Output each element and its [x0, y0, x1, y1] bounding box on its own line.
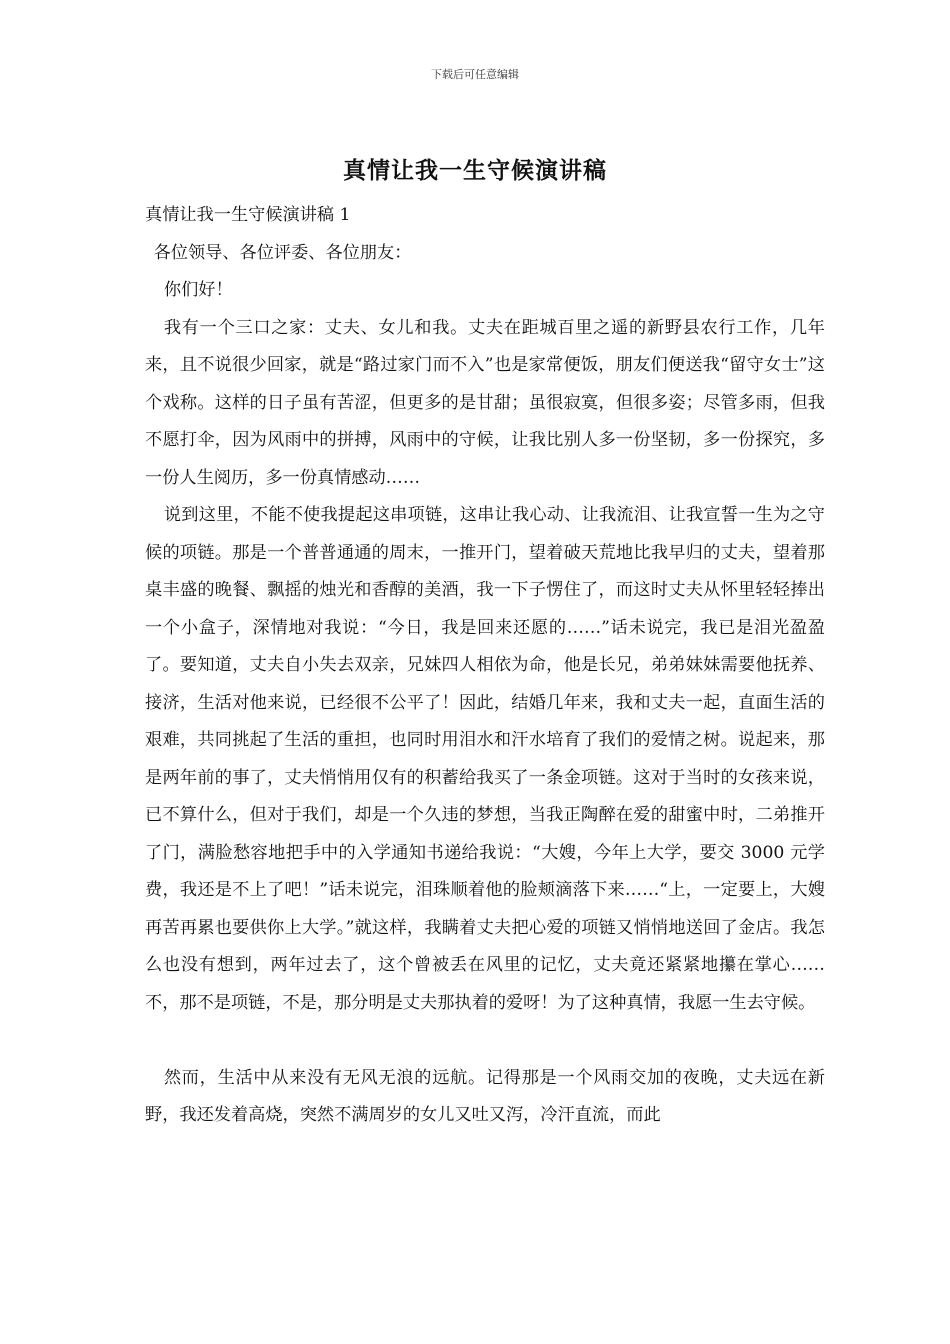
paragraph-gap: [145, 1022, 825, 1060]
paragraph: 说到这里，不能不使我提起这串项链，这串让我心动、让我流泪、让我宣誓一生为之守候的项链。那是一个普普通通的周末，一推开门，望着破天荒地比我早归的丈夫，望着那桌丰盛的晚餐、飘摇的烛光和香醇的美酒，我一下子愣住了，而这时丈夫从怀里轻轻捧出一个小盒子，深情地对我说：“今日，我是回来还愿的……”话未说完，我已是泪光盈盈了。要知道，丈夫自小失去双亲，兄妹四人相依为命，他是长兄，弟弟妹妹需要他抚养、接济，生活对他来说，已经很不公平了！因此，结婚几年来，我和丈夫一起，直面生活的艰难，共同挑起了生活的重担，也同时用泪水和汗水培育了我们的爱情之树。说起来，那是两年前的事了，丈夫悄悄用仅有的积蓄给我买了一条金项链。这对于当时的女孩来说，已不算什么，但对于我们，却是一个久违的梦想，当我正陶醉在爱的甜蜜中时，二弟推开了门，满脸愁容地把手中的入学通知书递给我说：“大嫂，今年上大学，要交 3000 元学费，我还是不上了吧！”话未说完，泪珠顺着他的脸颊滴落下来……“上，一定要上，大嫂再苦再累也要供你上大学。”就这样，我瞒着丈夫把心爱的项链又悄悄地送回了金店。我怎么也没有想到，两年过去了，这个曾被丢在风里的记忆，丈夫竟还紧紧地攥在掌心……不，那不是项链，不是，那分明是丈夫那执着的爱呀！为了这种真情，我愿一生去守候。: [145, 505, 825, 1013]
salutation: 各位领导、各位评委、各位朋友：: [153, 242, 412, 263]
document-subtitle: 真情让我一生守候演讲稿 1: [145, 205, 351, 225]
paragraph: 然而，生活中从来没有无风无浪的远航。记得那是一个风雨交加的夜晚，丈夫远在新野，我还发着高烧，突然不满周岁的女儿又吐又泻，冷汗直流，而此: [145, 1067, 825, 1125]
document-title: 真情让我一生守候演讲稿: [343, 157, 607, 184]
paragraph: 我有一个三口之家：丈夫、女儿和我。丈夫在距城百里之遥的新野县农行工作，几年来，且不说很少回家，就是“路过家门而不入”也是家常便饭，朋友们便送我“留守女士”这个戏称。这样的日子虽有苦涩，但更多的是甘甜；虽很寂寞，但很多姿；尽管多雨，但我不愿打伞，因为风雨中的拼搏，风雨中的守候，让我比别人多一份坚韧，多一份探究，多一份人生阅历，多一份真情感动……: [145, 317, 825, 488]
document-body: [145, 197, 825, 1135]
header-note: 下载后可任意编辑: [431, 68, 519, 81]
greeting: 你们好！: [163, 280, 233, 300]
